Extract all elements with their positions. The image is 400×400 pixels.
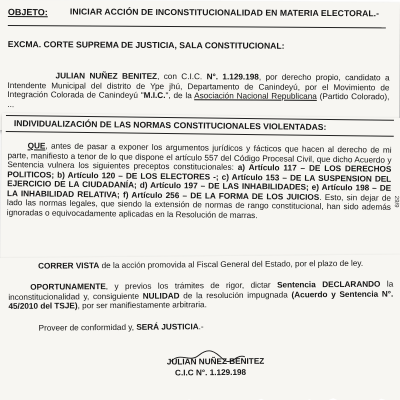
- torn-edge: [0, 395, 400, 400]
- court-address: EXCMA. CORTE SUPREMA DE JUSTICIA, SALA CONSTITUCIONAL:: [7, 39, 285, 51]
- association-name: Asociación Nacional Republicana: [194, 91, 317, 101]
- sheet-normas: [0, 113, 400, 278]
- objeto-text: INICIAR ACCIÓN DE INCONSTITUCIONALIDAD EN MATERIA ELECTORAL.-: [69, 6, 380, 19]
- margin-mark: 29/9: [392, 195, 400, 208]
- party-name: M.I.C.: [143, 90, 166, 101]
- vista-line: CORRER VISTA de la acción promovida al Fiscal General del Estado, por el plazo de ley.: [38, 258, 364, 271]
- signature-cic: C.I.C N°. 1.129.198: [174, 367, 247, 378]
- sheet-objeto: [0, 0, 400, 132]
- sentencia-keyword: Sentencia DECLARANDO: [277, 279, 381, 290]
- closing-line: Proveer de conformidad y, SERÁ JUSTICIA.-: [38, 322, 204, 333]
- resolution-reference: (Acuerdo y Sentencia N°. 45/2010 del TSJE): [8, 289, 394, 311]
- signature-name: JULIAN NUÑEZ BENITEZ: [166, 356, 265, 367]
- sheet-petition: [0, 254, 400, 400]
- articles-list: a) Artículo 117 – DE LOS DERECHOS POLITICOS; b) Artículo 120 – DE LOS ELECTORES -; c) Artículo 153 – DE LA SUSPENSION DEL EJERCICIO DE LA CIUDADANÍA; d) Artículo 197 – DE LAS INHABILIDADES; e) Artículo 198 – DE LA INHABILIDAD RELATIVA; f) Artículo 256 – DE LA FORMA DE LOS JUICIOS: [6, 162, 392, 202]
- vista-keyword: CORRER VISTA: [38, 261, 100, 271]
- petitioner-name: JULIAN NUÑEZ BENITEZ: [55, 71, 158, 81]
- normas-paragraph: QUE, antes de pasar a exponer los argumentos jurídicos y fácticos que hacen al derecho de mi parte, manifiesto a tenor de lo que dispone el artículo 557 del Código Procesal Civil, que dicho Acuerdo y Sentencia vulnera los siguientes preceptos constitucionales: a) Artículo 117 – DE LOS DERECHOS POLITICOS; b) Artículo 120 – DE LOS ELECTORES -; c) Artículo 153 – DE LA SUSPENSION DEL EJERCICIO DE LA CIUDADANÍA; d) Artículo 197 – DE LAS INHABILIDADES; e) Artículo 198 – DE LA INHABILIDAD RELATIVA; f) Artículo 256 – DE LA FORMA DE LOS JUICIOS. Esto, sin dejar de lado las normas legales, que siendo la extensión de normas de rango constitucional, han sido además ignoradas o equivocadamente aplicadas en la Resolución de marras.: [6, 141, 392, 220]
- intro-paragraph: JULIAN NUÑEZ BENITEZ, con C.I.C. N°. 1.129.198, por derecho propio, candidato a Intendente Municipal del distrito de Ype jhú, Departamento de Canindeyú, por el Movimiento de Integración Colorada de Canindeyú "M.I.C.", de la Asociación Nacional Republicana (Partido Colorado), ...: [7, 71, 390, 109]
- que-keyword: QUE: [27, 141, 46, 151]
- normas-heading: INDIVIDUALIZACIÓN DE LAS NORMAS CONSTITUCIONALES VIOLENTADAS:: [6, 115, 394, 137]
- objeto-label: OBJETO:: [7, 7, 48, 18]
- oportunamente-keyword: OPORTUNAMENTE: [30, 282, 106, 292]
- sera-justicia: SERÁ JUSTICIA: [136, 322, 199, 332]
- petitioner-cic: N°. 1.129.198: [206, 72, 259, 82]
- nulidad-keyword: NULIDAD: [142, 290, 180, 301]
- oportunamente-paragraph: OPORTUNAMENTE, y previos los trámites de rigor, dictar Sentencia DECLARANDO la inconstitucionalidad y, consiguiente NULIDAD de la resolución impugnada (Acuerdo y Sentencia N°. 45/2010 del TSJE), por ser manifiestamente arbitraria.: [8, 279, 394, 311]
